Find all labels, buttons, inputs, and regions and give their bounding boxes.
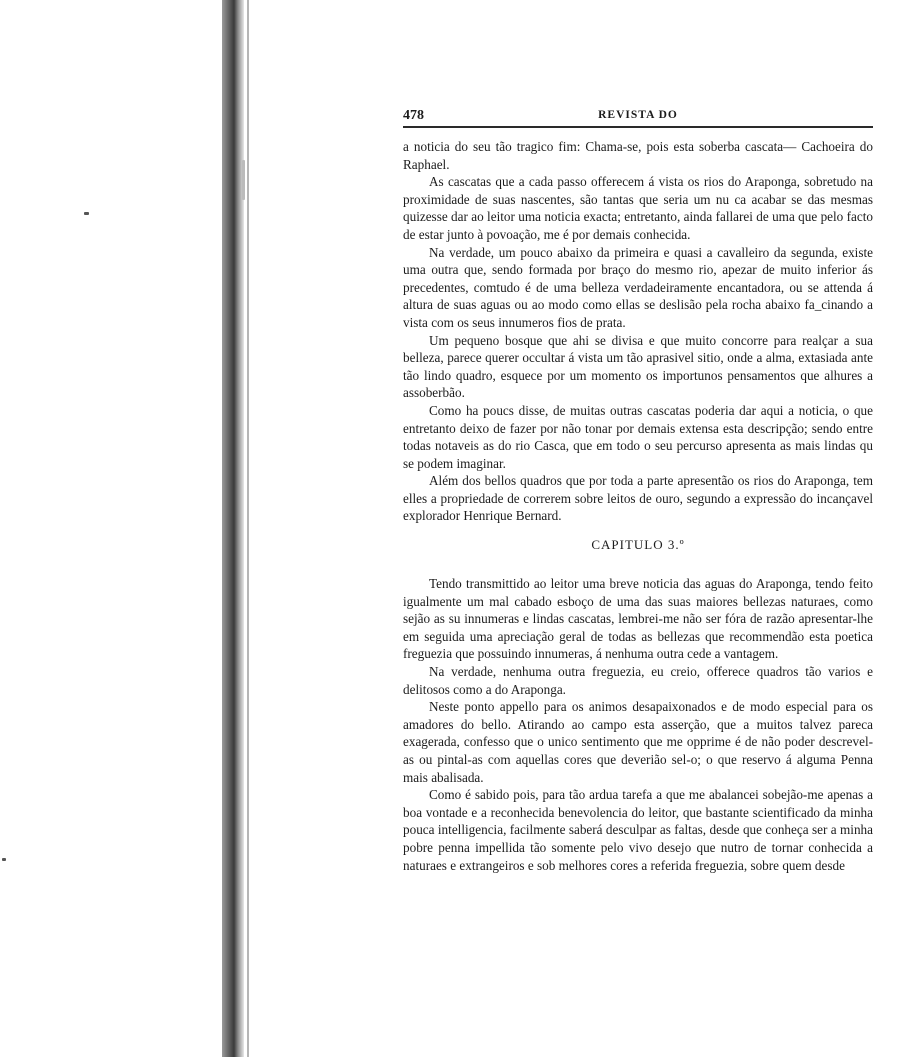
paragraph: Tendo transmittido ao leitor uma breve noticia das aguas do Araponga, tendo feito igualmente um mal cabado esboço de uma das suas maiores bellezas naturaes, como sejão as su innumeras e lindas cascatas, lembrei-me não ser fóra de razão apresentar-lhe em seguida uma apreciação geral de todas as bellezas que recommendão esta poetica freguezia que possuindo innumeras, á nenhuma outra cede a vantagem. bbox=[403, 576, 873, 662]
paragraph: Na verdade, um pouco abaixo da primeira e quasi a cavalleiro da segunda, existe uma outra que, sendo formada por braço do mesmo rio, apezar de muito inferior ás precedentes, comtudo é de uma belleza verdadeiramente encantadora, ou se attenda á altura de suas aguas ou ao modo como ellas se deslisão pela rocha abaixo fa_cinando a vista com os seus innumeros fios de prata. bbox=[403, 244, 873, 330]
chapter-heading: CAPITULO 3.º bbox=[591, 537, 685, 553]
page-gutter-line bbox=[247, 0, 249, 1057]
paragraph: Como ha poucs disse, de muitas outras cascatas poderia dar aqui a noticia, o que entretanto deixo de fazer por não tonar por demais extensa esta descripção; sendo entre todas notaveis as do rio Casca, que em todo o seu percurso apresenta as mais lindas qu se podem imaginar. bbox=[403, 402, 873, 471]
scan-speck bbox=[84, 212, 89, 215]
paragraph: Neste ponto appello para os animos desapaixonados e de modo especial para os amadores do bello. Atirando ao campo esta asserção, que a muitos talvez parecа exagerada, confesso que o unico sentimento que me opprime é de não poder descrevel-as ou pintal-as com aquellas cores que deverião sel-o; o que reservo á alguma Penna mais abalisada. bbox=[403, 699, 873, 785]
scan-speck bbox=[242, 160, 245, 200]
paragraph: Na verdade, nenhuma outra freguezia, eu creio, offerece quadros tão varios e delitosos como a do Araponga. bbox=[403, 664, 873, 697]
scan-speck bbox=[2, 858, 6, 861]
paragraph: As cascatas que a cada passo offerecem á vista os rios do Araponga, sobretudo na proximidade de suas nascentes, são tantas que seria um nu ca acabar se das mesmas quizesse dar ao leitor uma noticia exacta; entretanto, ainda fallarei de uma que pelo facto de estar junto à povoação, me é por demais conhecida. bbox=[403, 174, 873, 242]
page-number: 478 bbox=[403, 108, 424, 123]
paragraph: a noticia do seu tão tragico fim: Chama-se, pois esta soberba cascata— Cachoeira do Raphael. bbox=[403, 139, 873, 172]
paragraph: Além dos bellos quadros que por toda a parte apresentão os rios do Araponga, tem elles a propriedade de correrem sobre leitos de ouro, segundo a expressão do incançavel explorador Henrique Bernard. bbox=[403, 473, 873, 524]
book-page bbox=[403, 108, 873, 874]
running-header bbox=[403, 108, 873, 128]
header-title: REVISTA DO bbox=[598, 109, 678, 121]
page-gutter-shadow bbox=[222, 0, 244, 1057]
paragraph: Como é sabido pois, para tão ardua tarefa a que me abalancei sobejão-me apenas a boa vontade e a reconhecida benevolencia do leitor, que bastante scientificado da minha pouca intelligencia, facilmente saberá desculpar as faltas, desde que conheça ser a minha pobre penna impellida tão somente pelo vivo desejo que nutro de tornar conhecida a naturaes e extrangeiros e sob melhores cores a referida freguezia, sobre quem desde bbox=[403, 787, 873, 873]
paragraph: Um pequeno bosque que ahi se divisa e que muito concorre para realçar a sua belleza, parece querer occultar á vista um tão aprasivel sitio, onde a alma, extasiada ante tão lindo quadro, esquece por um momento os importunos pensamentos que alhures a assoberbão. bbox=[403, 332, 873, 401]
